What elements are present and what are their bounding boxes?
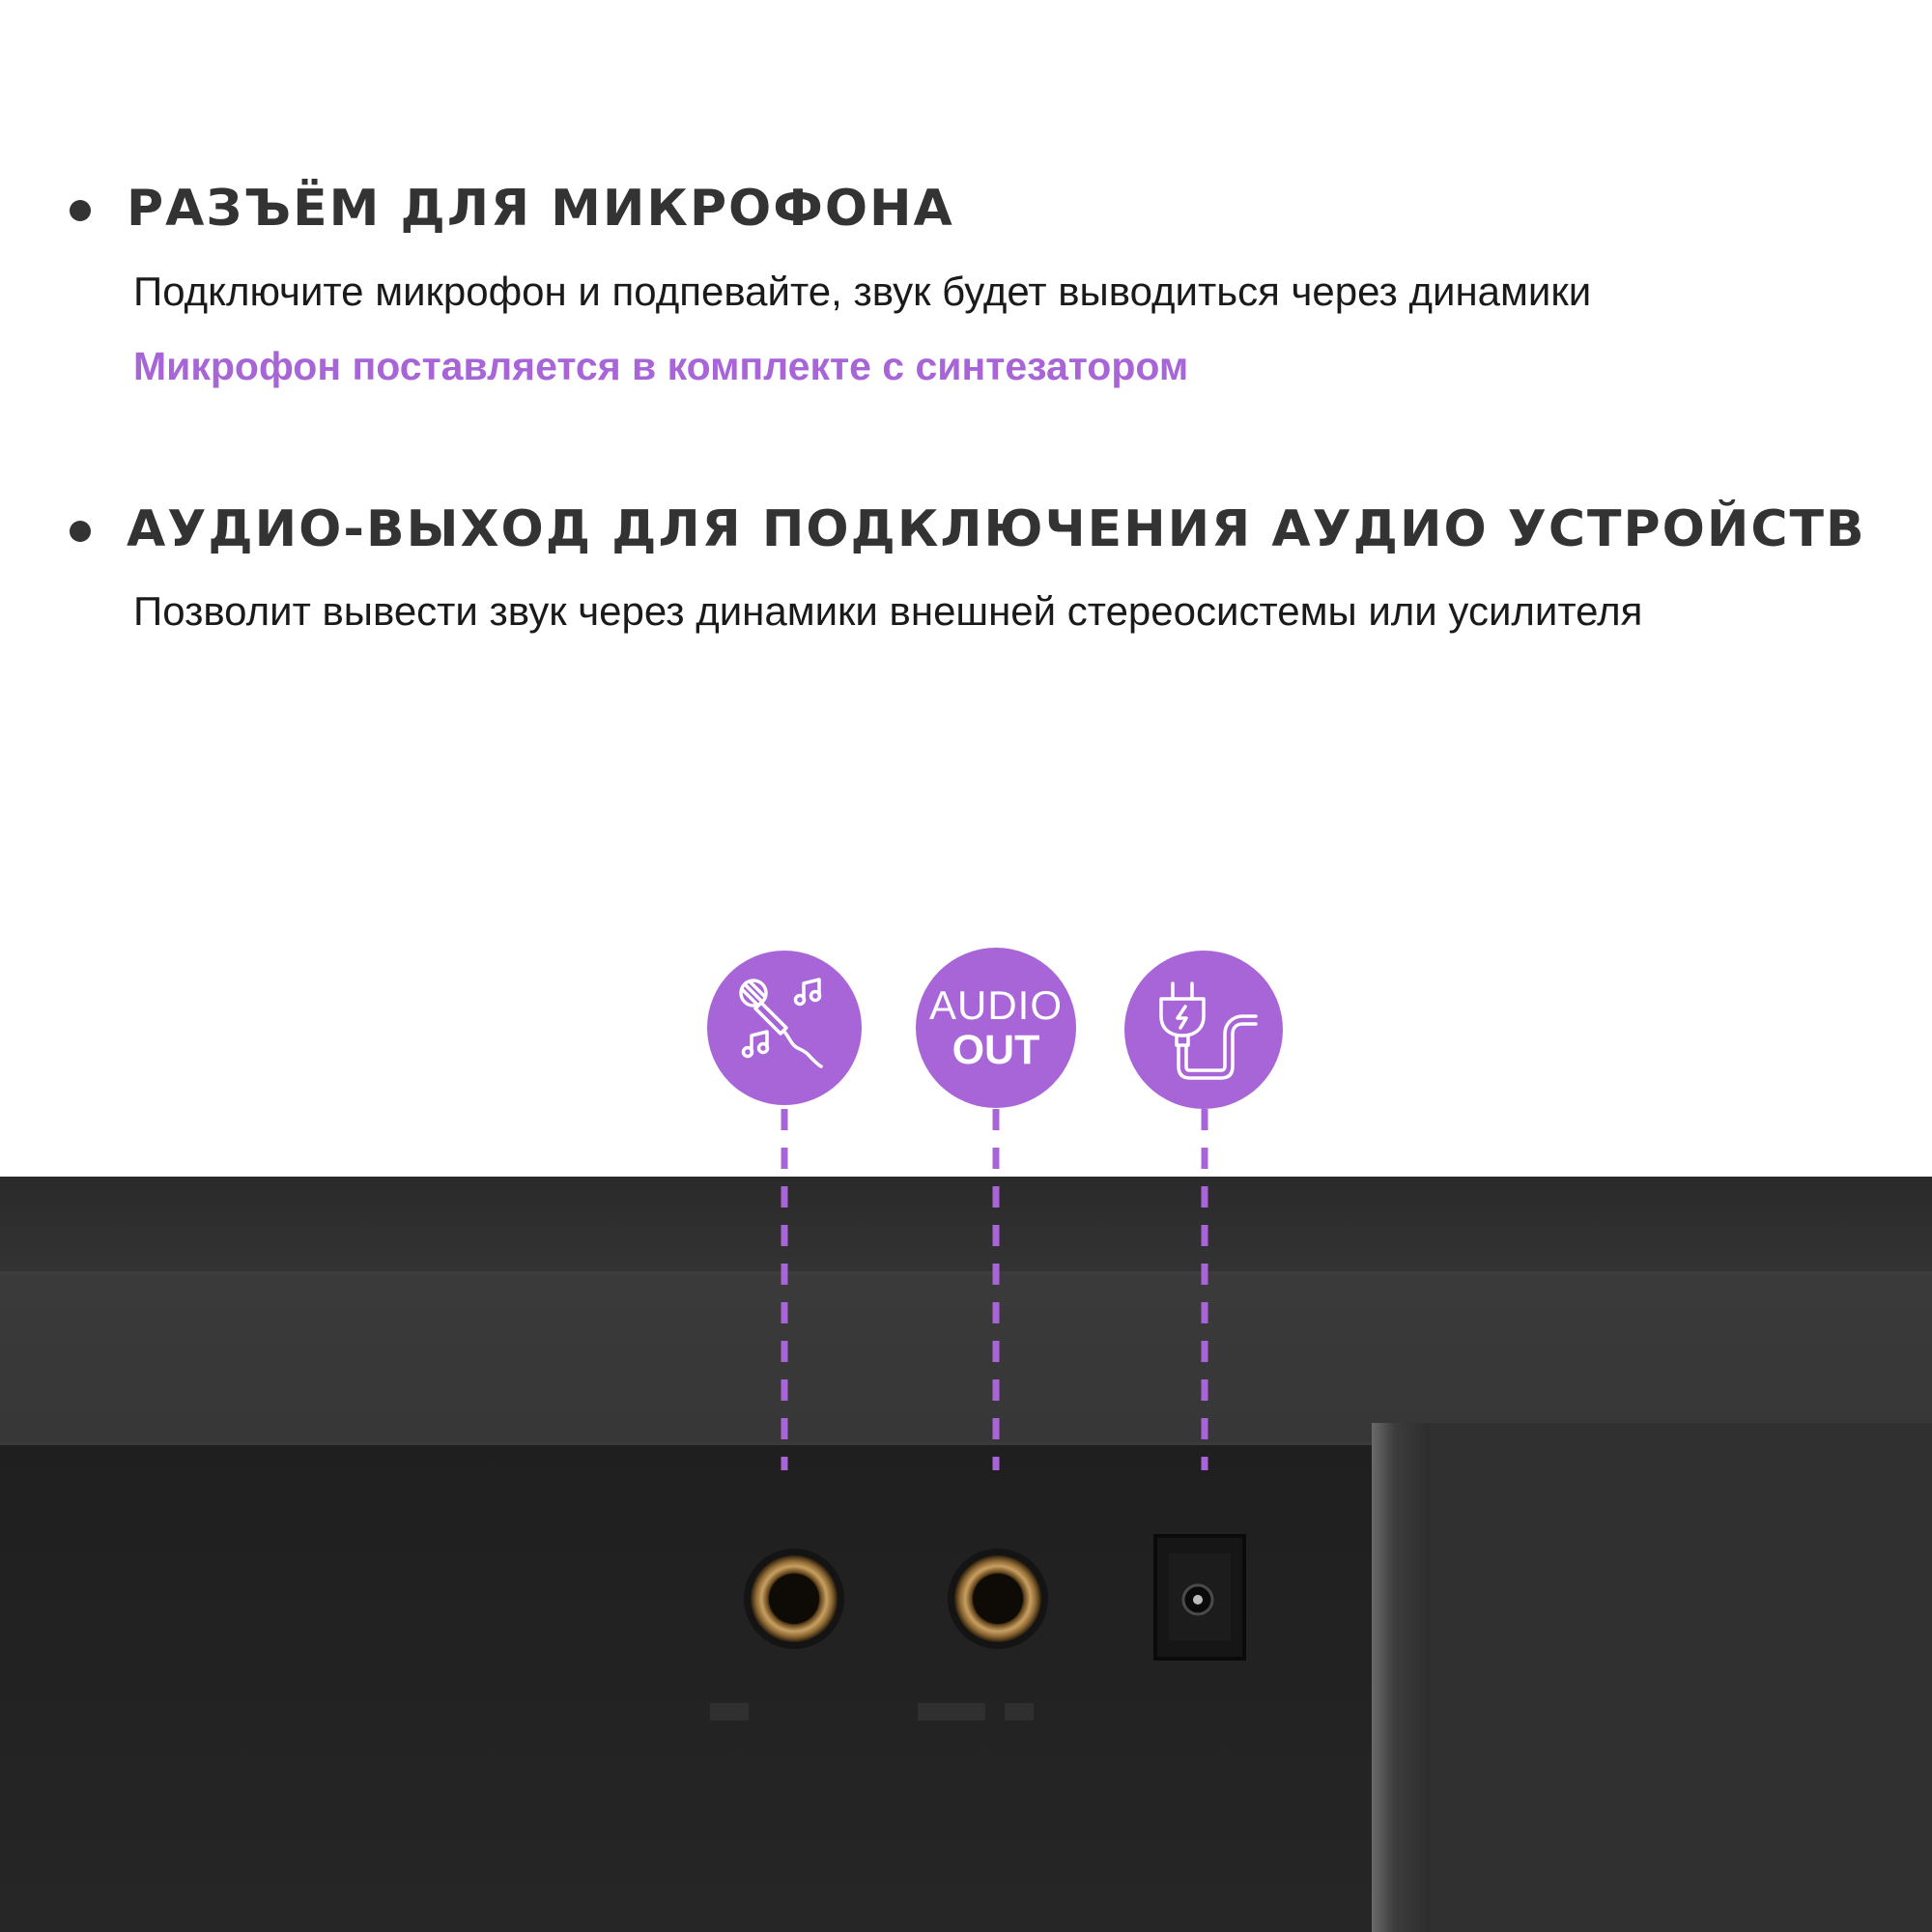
- power-plug-cable-icon: [1144, 970, 1264, 1090]
- audio-out-description: Позволит вывести звук через динамики внешней стереосистемы или усилителя: [133, 588, 1643, 634]
- badge-power: [1124, 951, 1283, 1109]
- badge-microphone: [707, 951, 862, 1105]
- microphone-with-notes-icon: [726, 970, 842, 1086]
- heading-audio-out: АУДИО-ВЫХОД ДЛЯ ПОДКЛЮЧЕНИЯ АУДИО УСТРОЙСТВ: [127, 500, 1866, 558]
- audio-out-line2: OUT: [952, 1026, 1040, 1073]
- audio-out-line1: AUDIO: [928, 981, 1063, 1028]
- audio-out-label: [928, 981, 1063, 1073]
- microphone-included-note: Микрофон поставляется в комплекте с синтезатором: [133, 344, 1189, 388]
- badge-audio-out: [916, 948, 1076, 1108]
- heading-microphone-jack: РАЗЪЁМ ДЛЯ МИКРОФОНА: [127, 180, 954, 238]
- microphone-description: Подключите микрофон и подпевайте, звук будет выводиться через динамики: [133, 269, 1592, 314]
